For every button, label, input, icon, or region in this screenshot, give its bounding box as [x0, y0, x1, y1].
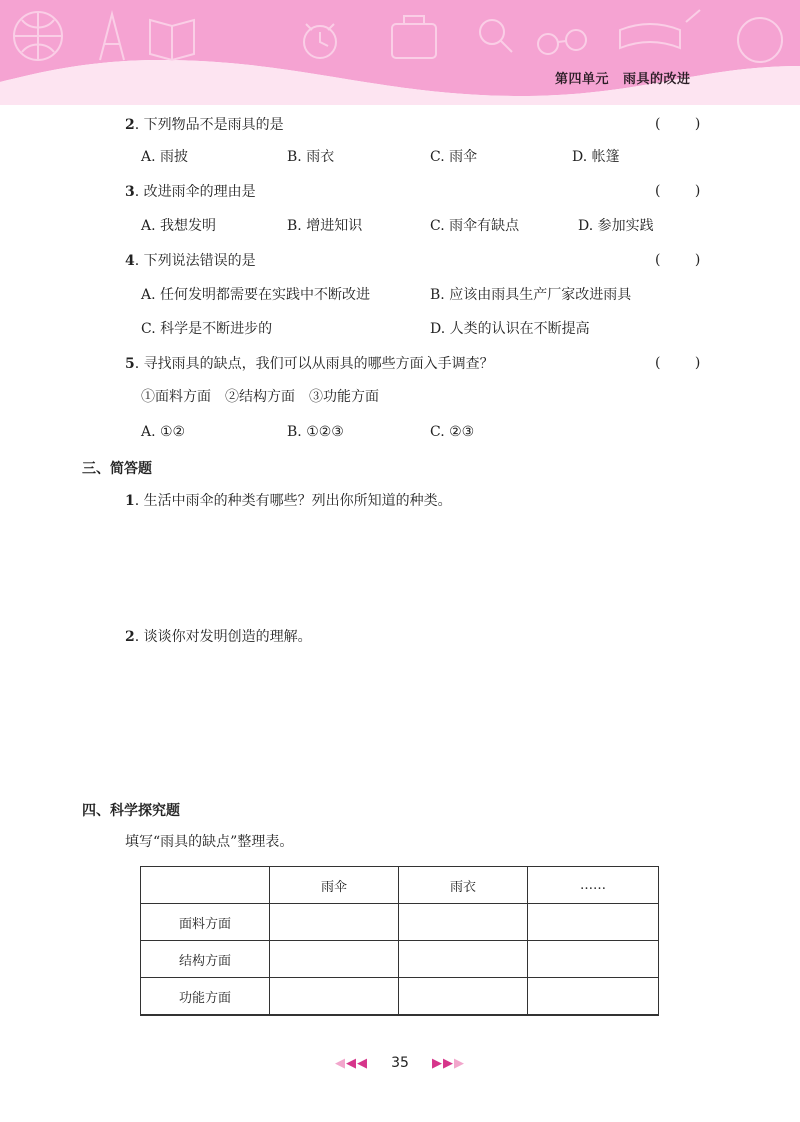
short-answer-2: [125, 628, 312, 646]
option: B. ①②③: [287, 424, 344, 440]
option: C. 雨伞有缺点: [430, 218, 520, 234]
question-stem: . 生活中雨伞的种类有哪些？列出你所知道的种类。: [134, 493, 452, 509]
header-cell: [141, 867, 270, 904]
aspect-list: ①面料方面 ②结构方面 ③功能方面: [141, 389, 379, 405]
option: D. 参加实践: [578, 218, 654, 234]
section-heading: 三、简答题: [82, 461, 152, 477]
option: A. ①②: [141, 424, 186, 440]
answer-cell[interactable]: [270, 978, 399, 1016]
unit-title: [555, 68, 705, 87]
question-stem: . 下列物品不是雨具的是: [134, 117, 284, 133]
header-cell: ……: [528, 867, 659, 904]
header-banner: [0, 0, 800, 105]
question-stem: . 谈谈你对发明创造的理解。: [134, 629, 312, 645]
answer-cell[interactable]: [270, 941, 399, 978]
answer-slot[interactable]: ( ): [655, 116, 701, 132]
option: C. 科学是不断进步的: [141, 321, 273, 337]
question-stem: . 寻找雨具的缺点，我们可以从雨具的哪些方面入手调查？: [134, 356, 494, 372]
row-header: 结构方面: [141, 941, 270, 978]
lesson-title: 雨具的改进: [623, 72, 691, 87]
header-cell: 雨衣: [399, 867, 528, 904]
defects-table: [140, 866, 659, 1016]
row-header: 面料方面: [141, 904, 270, 941]
question-number: 2: [125, 117, 135, 133]
question-number: 5: [125, 356, 135, 372]
section-heading: 四、科学探究题: [82, 803, 180, 819]
short-answer-1: [125, 492, 452, 510]
page-number: 35: [391, 1055, 409, 1071]
question-number: 2: [125, 629, 135, 645]
answer-cell[interactable]: [399, 978, 528, 1016]
option: A. 我想发明: [141, 218, 217, 234]
question-number: 1: [125, 493, 135, 509]
table-header-row: [141, 867, 659, 904]
answer-cell[interactable]: [399, 941, 528, 978]
answer-slot[interactable]: ( ): [655, 252, 701, 268]
answer-slot[interactable]: ( ): [655, 183, 701, 199]
question-number: 3: [125, 184, 135, 200]
option: B. 增进知识: [287, 218, 363, 234]
answer-cell[interactable]: [528, 941, 659, 978]
answer-cell[interactable]: [270, 904, 399, 941]
option: C. ②③: [430, 424, 475, 440]
answer-cell[interactable]: [399, 904, 528, 941]
answer-slot[interactable]: ( ): [655, 355, 701, 371]
table-row: [141, 978, 659, 1016]
question-5: [125, 355, 494, 373]
option: A. 雨披: [141, 149, 189, 165]
next-arrows-icon: ▶: [454, 1056, 465, 1071]
next-arrows-icon: ▶▶: [432, 1056, 454, 1071]
question-2: [125, 116, 284, 134]
table-row: [141, 904, 659, 941]
option: D. 人类的认识在不断提高: [430, 321, 590, 337]
option: A. 任何发明都需要在实践中不断改进: [141, 287, 371, 303]
row-header: 功能方面: [141, 978, 270, 1016]
page-footer: [0, 1052, 800, 1071]
header-cell: 雨伞: [270, 867, 399, 904]
unit-label: 第四单元: [555, 72, 610, 87]
prev-arrows-icon: ◀◀: [345, 1056, 368, 1071]
table-row: [141, 941, 659, 978]
question-4: [125, 252, 256, 270]
question-3: [125, 183, 256, 201]
option: D. 帐篷: [572, 149, 620, 165]
answer-cell[interactable]: [528, 978, 659, 1016]
question-stem: . 改进雨伞的理由是: [134, 184, 256, 200]
answer-cell[interactable]: [528, 904, 659, 941]
table-prompt: 填写“雨具的缺点”整理表。: [125, 834, 294, 850]
question-number: 4: [125, 253, 135, 269]
option: C. 雨伞: [430, 149, 478, 165]
question-stem: . 下列说法错误的是: [134, 253, 256, 269]
option: B. 应该由雨具生产厂家改进雨具: [430, 287, 632, 303]
prev-arrows-icon: ◀: [334, 1056, 346, 1071]
option: B. 雨衣: [287, 149, 335, 165]
